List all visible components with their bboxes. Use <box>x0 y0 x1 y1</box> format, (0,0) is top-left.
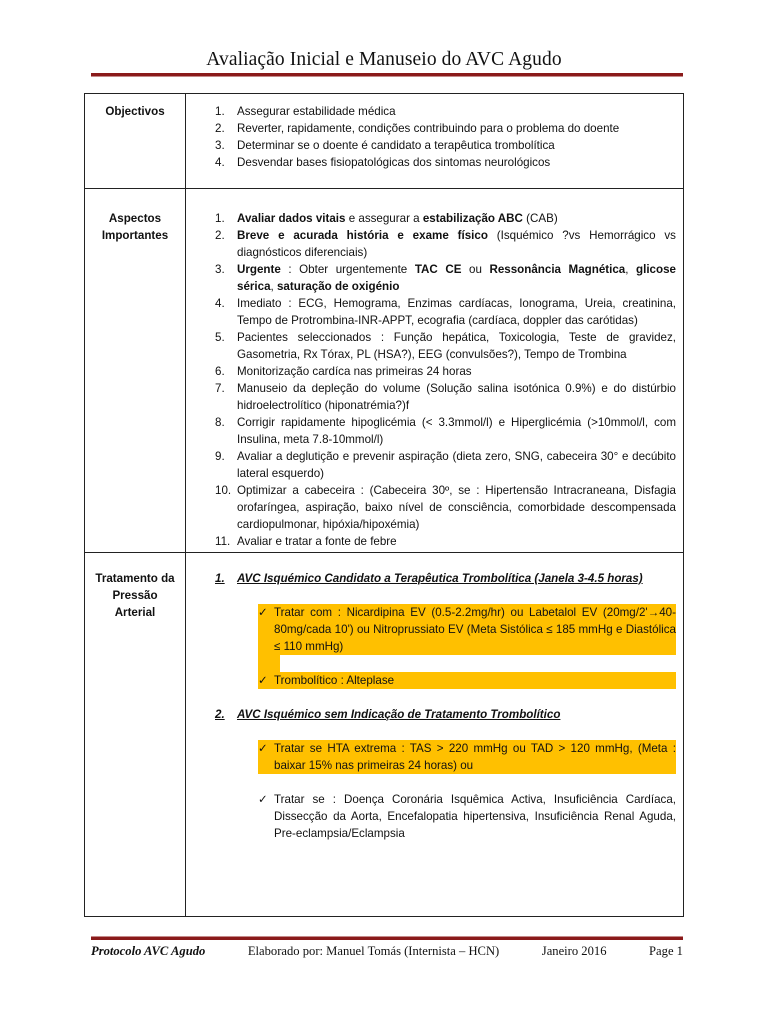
aspects-list <box>198 210 676 550</box>
pressure-label-line-2: Pressão <box>112 589 158 602</box>
check-icon: ✓ <box>258 793 268 806</box>
pressure-label-cell <box>85 553 186 917</box>
pressure-label-line-1: Tratamento da <box>95 572 175 585</box>
aspects-content <box>186 189 684 553</box>
check-icon: ✓ <box>258 606 268 619</box>
list-item: 5. Pacientes seleccionados : Função hepática, Toxicologia, Teste de gravidez, Gasometria, Rx Tórax, PL (HSA?), EEG (convulsões?), Tempo de Trombina <box>215 331 676 361</box>
list-item: ✓ Tratar se : Doença Coronária Isquêmica Activa, Insuficiência Cardíaca, Dissecção da Aorta, Encefalopatia hipertensiva, Insuficiência Renal Aguda, Pre-eclampsia/Eclampsia <box>258 793 676 840</box>
pressure-heading-1: 1. AVC Isquémico Candidato a Terapêutica Trombolítica (Janela 3-4.5 horas) <box>215 572 643 585</box>
list-item: 3. Urgente : Obter urgentemente TAC CE ou Ressonância Magnética, glicose sérica, saturação de oxigénio <box>215 263 676 293</box>
list-item: ✓ Trombolítico : Alteplase <box>258 672 676 689</box>
footer-protocol: Protocolo AVC Agudo <box>91 944 206 958</box>
list-item: 6. Monitorização cardíca nas primeiras 24 horas <box>215 365 472 378</box>
footer-page-number: Page 1 <box>649 944 683 958</box>
protocol-table <box>84 93 684 917</box>
list-item: 10. Optimizar a cabeceira : (Cabeceira 30º, se : Hipertensão Intracraneana, Disfagia orofaríngea, aspiração, baixo nível de consciência, comorbidade descompensada cardiopulmonar, hipóxia/hipoxémia) <box>215 484 676 531</box>
list-item: 4. Desvendar bases fisiopatológicas dos sintomas neurológicos <box>215 156 551 169</box>
pressure-checklist-1 <box>198 604 676 655</box>
list-item: 3. Determinar se o doente é candidato a terapêutica trombolítica <box>215 139 555 152</box>
pressure-checklist-2 <box>198 740 676 842</box>
footer-rule <box>91 936 683 940</box>
objectives-list <box>198 103 676 171</box>
document-title: Avaliação Inicial e Manuseio do AVC Agudo <box>206 49 562 70</box>
page-footer <box>91 944 683 959</box>
list-spacer <box>258 774 676 791</box>
list-item: 11. Avaliar e tratar a fonte de febre <box>215 535 397 548</box>
aspects-label-line-2: Importantes <box>101 229 169 242</box>
check-icon: ✓ <box>258 742 268 755</box>
pressure-row <box>85 553 684 917</box>
list-item: 7. Manuseio da depleção do volume (Solução salina isotónica 0.9%) e do distúrbio hidroelectrolítico (hiponatrémia?)f <box>215 382 676 412</box>
header-rule <box>91 73 683 77</box>
highlight-spacer <box>258 655 280 672</box>
pressure-content <box>186 553 684 917</box>
list-item: 9. Avaliar a deglutição e prevenir aspiração (dieta zero, SNG, cabeceira 30° e decúbito lateral esquerdo) <box>215 450 676 480</box>
aspects-row <box>85 189 684 553</box>
aspects-label-cell <box>85 189 186 553</box>
check-icon: ✓ <box>258 674 268 687</box>
aspects-label-line-1: Aspectos <box>108 212 162 225</box>
objectives-content <box>186 94 684 189</box>
list-item: 1. Assegurar estabilidade médica <box>215 105 396 118</box>
footer-author: Elaborado por: Manuel Tomás (Internista – HCN) <box>247 944 500 958</box>
objectives-label: Objectivos <box>105 105 165 118</box>
list-item: 2. Reverter, rapidamente, condições contribuindo para o problema do doente <box>215 122 620 135</box>
list-item: 1. Avaliar dados vitais e assegurar a estabilização ABC (CAB) <box>215 212 558 225</box>
list-item: ✓ Tratar se HTA extrema : TAS > 220 mmHg ou TAD > 120 mmHg, (Meta : baixar 15% nas primeiras 24 horas) ou <box>258 742 676 772</box>
pressure-heading-2: 2. AVC Isquémico sem Indicação de Tratamento Trombolítico <box>215 708 561 721</box>
list-item: 4. Imediato : ECG, Hemograma, Enzimas cardíacas, Ionograma, Ureia, creatinina, Tempo de Protrombina-INR-APPT, ecografia (cardíaca, doppler das carótidas) <box>215 297 676 327</box>
objectives-label-cell <box>85 94 186 189</box>
list-item: 8. Corrigir rapidamente hipoglicémia (< 3.3mmol/l) e Hiperglicémia (>10mmol/l, com Insulina, meta 7.8-10mmol/l) <box>215 416 676 446</box>
objectives-row <box>85 94 684 189</box>
pressure-label-line-3: Arterial <box>114 606 156 619</box>
list-item: ✓ Tratar com : Nicardipina EV (0.5-2.2mg/hr) ou Labetalol EV (20mg/2'→40-80mg/cada 10') ou Nitroprussiato EV (Meta Sistólica ≤ 185 mmHg e Diastólica ≤ 110 mmHg) <box>258 606 676 653</box>
pressure-checklist-1b <box>198 672 676 689</box>
footer-date: Janeiro 2016 <box>541 944 607 958</box>
list-item: 2. Breve e acurada história e exame físico (Isquémico ?vs Hemorrágico vs diagnósticos diferenciais) <box>215 229 676 259</box>
